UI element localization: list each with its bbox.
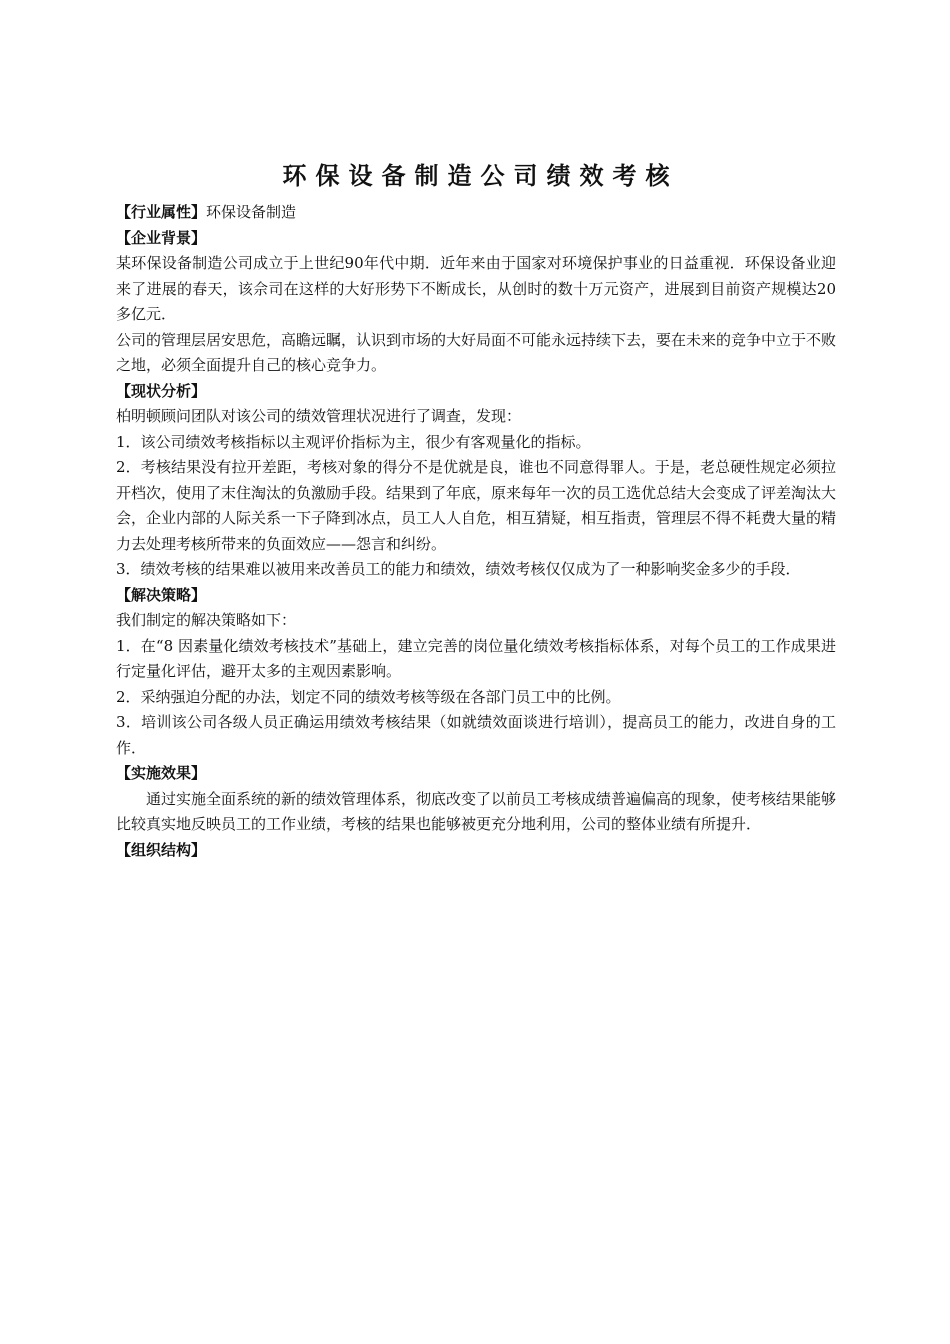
structure-heading: 【组织结构】 bbox=[116, 840, 207, 859]
industry-value: 环保设备制造 bbox=[206, 203, 297, 221]
strategy-item-1: 1．在“8 因素量化绩效考核技术”基础上，建立完善的岗位量化绩效考核指标体系，对每个员工的工作成果进行定量化评估，避开太多的主观因素影响。 bbox=[116, 636, 836, 680]
document-title: 环保设备制造公司绩效考核 bbox=[282, 162, 679, 190]
analysis-item-2: 2．考核结果没有拉开差距，考核对象的得分不是优就是良，谁也不同意得罪人。于是，老总硬性规定必须拉开档次，使用了末住淘汰的负激励手段。结果到了年底，原来每年一次的员工选优总结大会变成了评差淘汰大会，企业内部的人际关系一下子降到冰点，员工人人自危，相互猜疑，相互指责，管理层不得不耗费大量的精力去处理考核所带来的负面效应——怨言和纠纷。 bbox=[116, 458, 837, 553]
strategy-item-3: 3．培训该公司各级人员正确运用绩效考核结果（如就绩效面谈进行培训），提高员工的能力，改进自身的工作． bbox=[116, 713, 836, 757]
analysis-item-3: 3．绩效考核的结果难以被用来改善员工的能力和绩效，绩效考核仅仅成为了一种影响奖金多少的手段． bbox=[116, 560, 801, 578]
background-paragraph-1: 某环保设备制造公司成立于上世纪90年代中期．近年来由于国家对环境保护事业的日益重视．环保设备业迎来了进展的春天，该佘司在这样的大好形势下不断成长，从创时的数十万元资产，进展到目前资产规模达20多亿元． bbox=[116, 254, 836, 323]
industry-heading: 【行业属性】 bbox=[116, 203, 207, 221]
background-paragraph-2: 公司的管理层居安思危，高瞻远瞩，认识到市场的大好局面不可能永远持续下去，要在未来的竞争中立于不败之地，必须全面提升自己的核心竞争力。 bbox=[116, 330, 837, 374]
effect-paragraph: 通过实施全面系统的新的绩效管理体系，彻底改变了以前员工考核成绩普遍偏高的现象，使考核结果能够比较真实地反映员工的工作业绩，考核的结果也能够被更充分地利用，公司的整体业绩有所提升． bbox=[116, 789, 837, 833]
industry-line bbox=[116, 200, 836, 226]
strategy-item-2: 2．采纳强迫分配的办法，划定不同的绩效考核等级在各部门员工中的比例。 bbox=[116, 687, 621, 706]
strategy-intro: 我们制定的解决策略如下： bbox=[116, 611, 297, 629]
analysis-item-1: 1．该公司绩效考核指标以主观评价指标为主，很少有客观量化的指标。 bbox=[116, 432, 591, 451]
strategy-heading: 【解决策略】 bbox=[116, 585, 207, 604]
effect-heading: 【实施效果】 bbox=[116, 764, 207, 782]
analysis-heading: 【现状分析】 bbox=[116, 381, 207, 400]
document-body bbox=[116, 200, 836, 863]
document-page bbox=[116, 0, 836, 863]
analysis-intro: 柏明顿顾问团队对该公司的绩效管理状况进行了调查，发现： bbox=[116, 407, 522, 425]
background-heading: 【企业背景】 bbox=[116, 228, 207, 247]
